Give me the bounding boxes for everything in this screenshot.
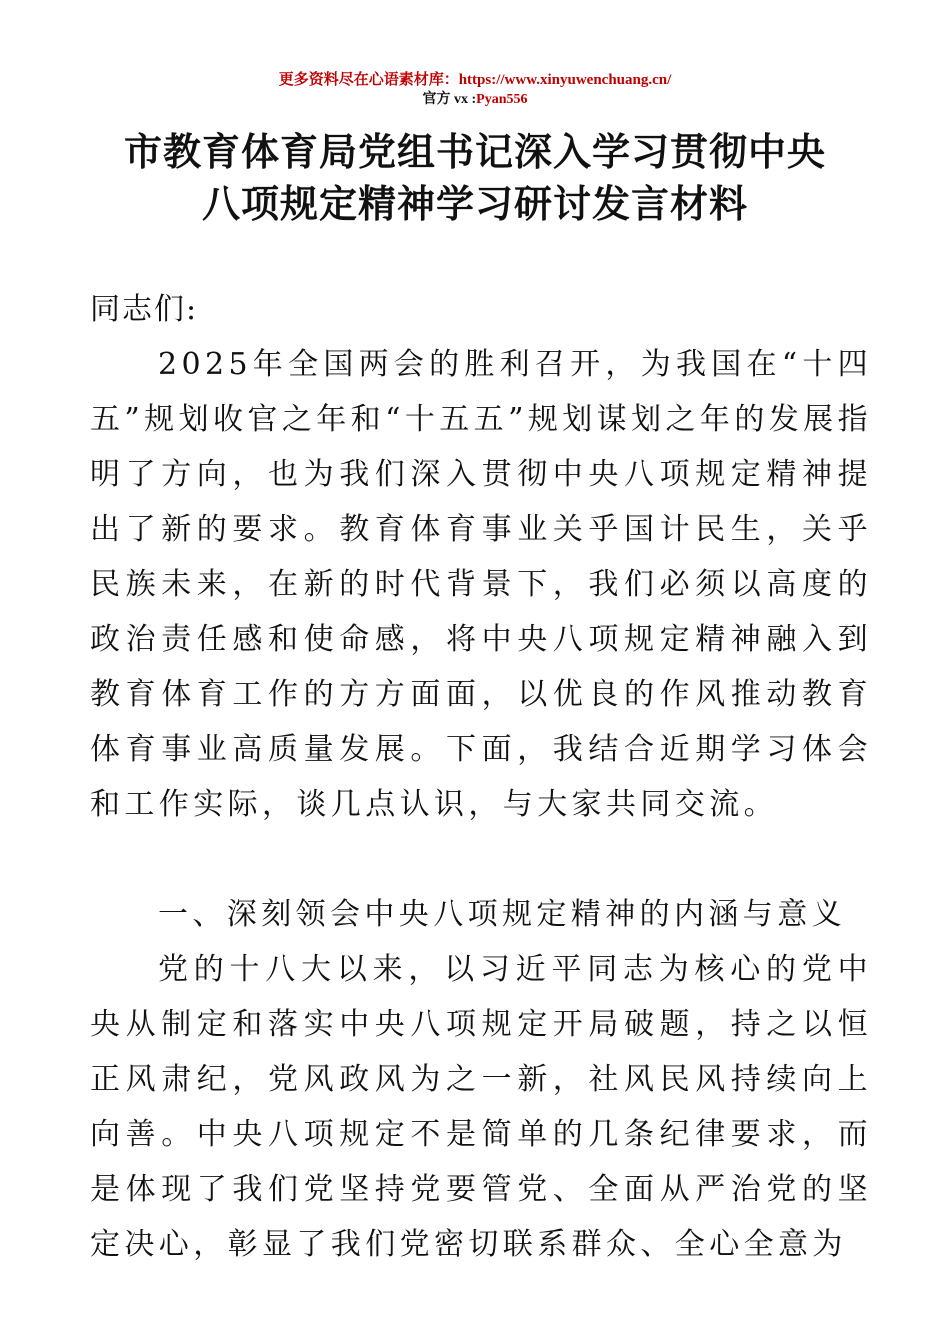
promo-header	[0, 70, 950, 90]
contact-label: 官方 vx :	[422, 92, 477, 107]
section-heading-1: 一、深刻领会中央八项规定精神的内涵与意义	[158, 897, 846, 932]
paragraph-section-1: 党的十八大以来，以习近平同志为核心的党中央从制定和落实中央八项规定开局破题，持之以恒正风肃纪，党风政风为之一新，社风民风持续向上向善。中央八项规定不是简单的几条纪律要求，而是体现了我们党坚持党要管党、全面从严治党的坚定决心，彰显了我们党密切联系群众、全心全意为	[90, 952, 872, 1262]
promo-url[interactable]: https://www.xinyuwenchuang.cn/	[458, 72, 672, 88]
title-line-1: 市教育体育局党组书记深入学习贯彻中央	[123, 129, 826, 174]
document-body	[90, 282, 872, 1272]
promo-label: 更多资料尽在心语素材库：	[278, 72, 459, 88]
contact-id: Pyan556	[476, 92, 528, 107]
title-line-2: 八项规定精神学习研讨发言材料	[201, 181, 748, 226]
document-title	[60, 126, 890, 230]
paragraph-spacer	[90, 832, 872, 887]
greeting: 同志们:	[90, 292, 199, 327]
contact-header	[0, 91, 950, 109]
paragraph-intro: 2025年全国两会的胜利召开，为我国在“十四五”规划收官之年和“十五五”规划谋划之年的发展指明了方向，也为我们深入贯彻中央八项规定精神提出了新的要求。教育体育事业关乎国计民生，关乎民族未来，在新的时代背景下，我们必须以高度的政治责任感和使命感，将中央八项规定精神融入到教育体育工作的方方面面，以优良的作风推动教育体育事业高质量发展。下面，我结合近期学习体会和工作实际，谈几点认识，与大家共同交流。	[90, 347, 872, 822]
